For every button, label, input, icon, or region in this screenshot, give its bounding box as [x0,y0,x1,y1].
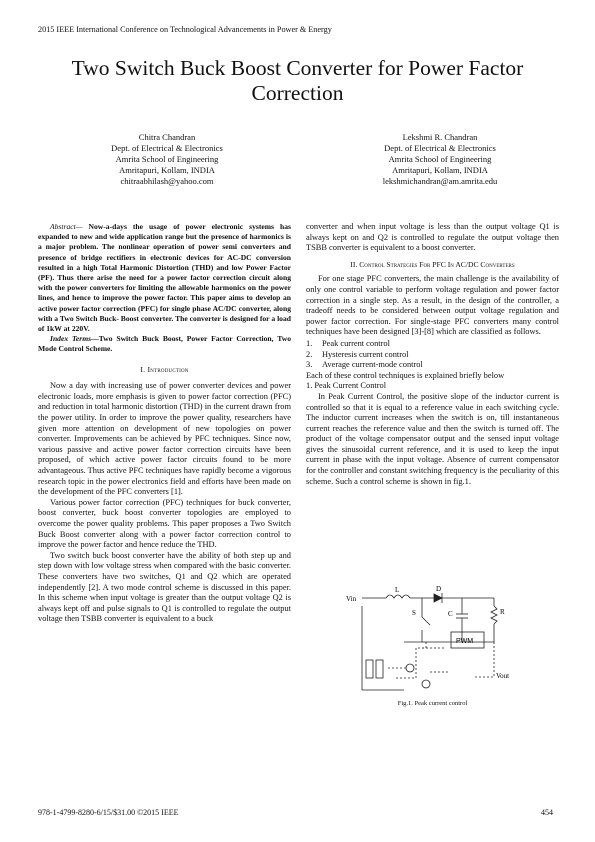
abstract-text: Now-a-days the usage of power electronic systems has expanded to new and wide application range but the presence of harmonics is a major problem. The nonlinear operation of power semi converters and presence of bridge rectifiers in electronic devices for AC-DC conversion resulted in a high Total Harmonic Distortion (THD) and low Power Factor (PF). Thus there arise the need for a power factor correction circuit along with the power converters for limiting the allowable harmonics on the power lines, and hence to improve the power factor. This paper aims to develop an active power factor correction (PFC) for single phase AC/DC converter, along with a Two Switch Buck- Boost converter. The converter is designed for a load of 1kW at 220V. [38,222,291,334]
control-paragraph: For one stage PFC converters, the main challenge is the availability of only one control variable to perform voltage regulation and power factor correction in a single step. As a result, in the design of the controller, a tradeoff needs to be considered between output voltage regulation and power factor correction. For single-stage PFC converters many control techniques have been designed [3]-[8] which are classified as follows. [306,274,559,337]
author-email: chitraabhilash@yahoo.com [120,176,214,186]
inductor-label: L [395,586,400,594]
list-item: 3. Average current-mode control [306,360,423,370]
peak-current-paragraph: In Peak Current Control, the positive slope of the inductor current is controlled so that it is equal to a reference value in each switching cycle. The inductor current increases when the switch is on, till instantaneous current reaches the reference value and then the switch is turned off. The product of the voltage compensator output and the sensed input voltage gives the sinusoidal current reference, and it is used to keep the input current in phase with the input voltage. Absence of current compensator for the controller and constant switching frequency is the peculiarity of this scheme. Such a control scheme is shown in fig.1. [306,391,559,486]
intro-continuation: converter and when input voltage is less than the output voltage Q1 is always kept on and Q2 is controlled to regulate the output voltage then TSBB converter is equivalent to a boost converter. [306,222,559,253]
diode-label: D [436,585,442,593]
index-terms-lead: Index Terms [50,334,92,344]
index-terms-text: —Two Switch Buck Boost, Power Factor Correction, Two Mode Control Scheme. [38,334,291,354]
abstract-lead: Abstract— [50,222,83,231]
figure-caption: Fig.1. Peak current control [397,700,468,707]
author-name: Chitra Chandran [138,132,196,142]
intro-paragraph: Now a day with increasing use of power converter devices and power electronic loads, more emphasis is given to power factor correction (PFC) and reduction in total harmonic distortion (THD) in the current drawn from the power utility. In order to improve the power quality, researchers have given more attention on development of new topologies on power converter. Improvements can be achieved by PFC techniques. Since now, various passive and active power factor correction circuits have been proposed, of which active power factor circuits found to be more advantageous. Thus active PFC techniques have rapidly become a vigorous research topic in the power electronics field and efforts have been made on the development of the PFC converters [1]. [38,381,291,497]
section-heading-control-strategies: II. Control Strategies For PFC In AC/DC Converters [350,259,515,269]
abstract [38,222,291,334]
author-school: Amrita School of Engineering [388,154,492,164]
technique-list [306,339,559,371]
author-name: Lekshmi R. Chandran [402,132,478,142]
author-email: lekshmichandran@am.amrita.edu [382,176,498,186]
page-number: 454 [541,808,553,817]
index-terms [38,334,291,354]
vout-label: Vout [496,672,510,680]
left-column [38,222,291,625]
author-block-1 [72,132,262,187]
author-school: Amrita School of Engineering [115,154,219,164]
author-block-2 [345,132,535,187]
switch-label: S [412,609,416,617]
author-dept: Dept. of Electrical & Electronics [384,143,496,153]
capacitor-label: C [448,610,453,618]
list-item: 1. Peak current control [306,338,390,348]
copyright-footer: 978-1-4799-8280-6/15/$31.00 ©2015 IEEE [38,808,179,817]
pwm-label: PWM [456,638,474,645]
resistor-label: R [500,608,505,616]
right-column [306,222,559,487]
subsection-heading-peak-current: 1. Peak Current Control [306,381,387,391]
section-heading-introduction: I. Introduction [140,364,189,374]
peak-current-control-figure [344,582,520,700]
conference-header: 2015 IEEE International Conference on Technological Advancements in Power & Energy [38,25,332,34]
intro-paragraph: Two switch buck boost converter have the ability of both step up and step down with low voltage stress when compared with the basic converter. These converters have two switches, Q1 and Q2 which are operated independently [2]. A two mode control scheme is discussed in this paper. In this scheme when input voltage is greater than the output voltage Q2 is always kept off and pulse signals to Q1 is controlled to regulate the output voltage then TSBB converter is equivalent to a buck [38,550,291,624]
techniques-note: Each of these control techniques is explained briefly below [306,370,505,380]
author-place: Amritapuri, Kollam, INDIA [392,165,488,175]
vin-label: Vin [346,595,357,603]
author-place: Amritapuri, Kollam, INDIA [119,165,215,175]
intro-paragraph: Various power factor correction (PFC) techniques for buck converter, boost converter, buck boost converter topologies are employed to overcome the power quality problems. This paper proposes a Two Switch Buck Boost converter along with a power factor correction control to improve the power factor and hence reduce the THD. [38,497,291,550]
paper-title: Two Switch Buck Boost Converter for Power Factor Correction [71,56,524,105]
list-item: 2. Hysteresis current control [306,349,409,359]
author-dept: Dept. of Electrical & Electronics [111,143,223,153]
circuit-diagram [344,582,520,700]
